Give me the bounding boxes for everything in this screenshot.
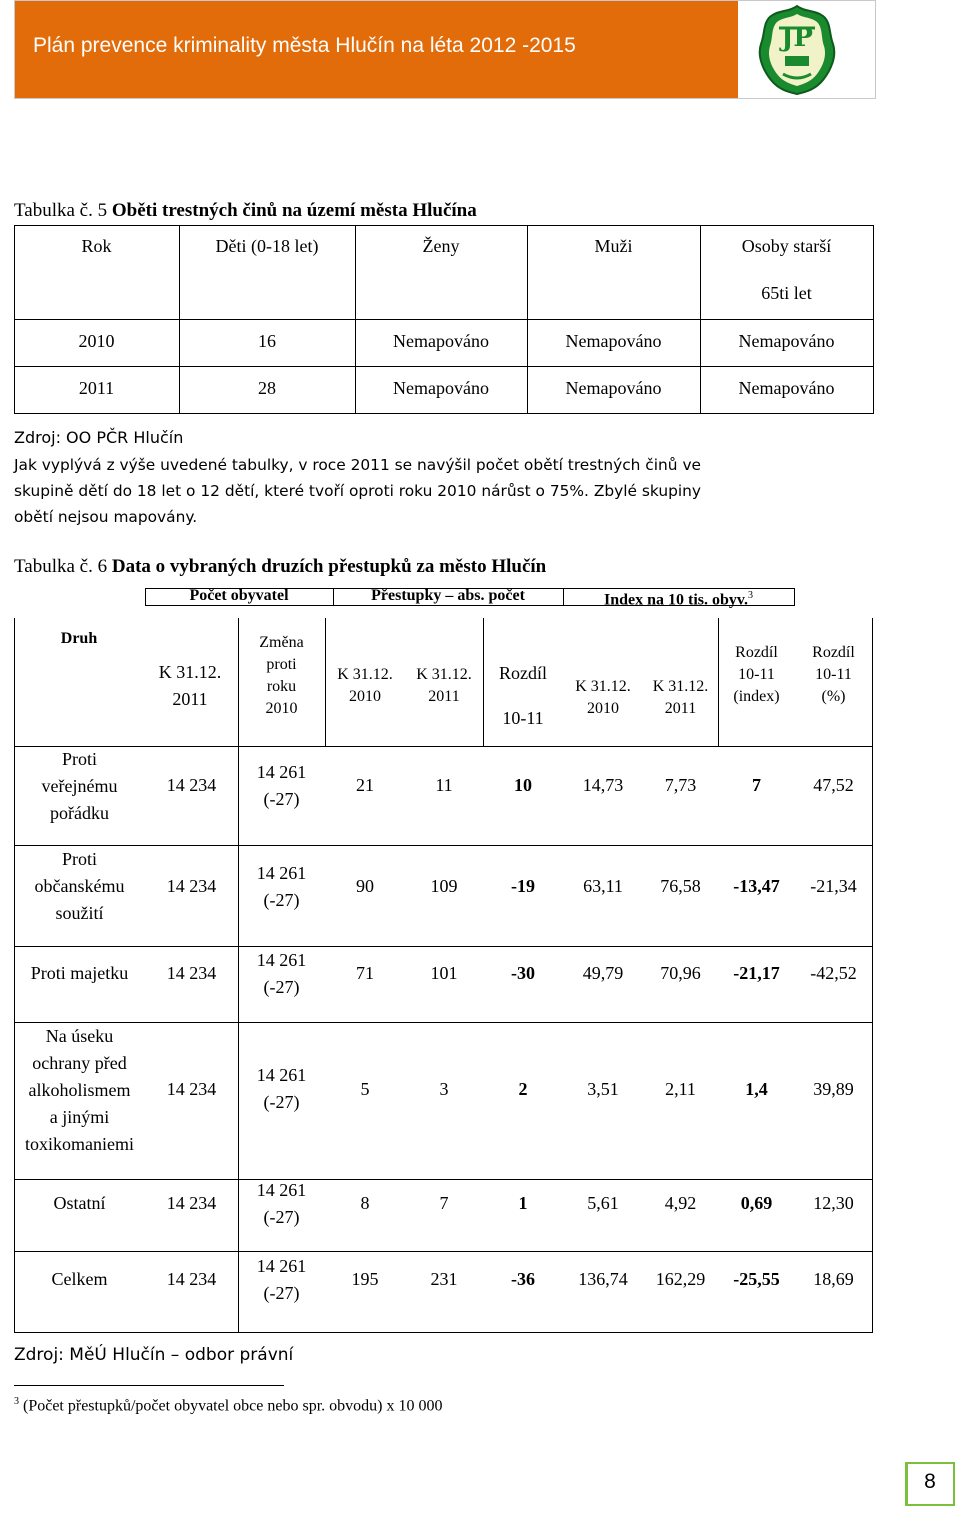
table-cell: 14 234 [166,876,217,896]
table-cell: 39,89 [813,1079,854,1099]
table-cell: 14,73 [582,775,624,795]
table5-header-seniors: Osoby starší [741,236,832,256]
col-header-druh: Druh [60,630,98,647]
table-cell: -21,17 [733,963,780,983]
table-cell: Nemapováno [738,331,835,351]
table-cell: -42,52 [810,963,857,983]
table-cell: 16 [258,331,276,351]
table-cell: 14 261 (-27) [256,1065,307,1112]
paragraph [14,452,874,530]
victims-table [14,225,874,414]
row-label: Na úseku ochrany před alkoholismem a jinými toxikomaniemi [25,1026,134,1154]
table-cell: 7 [752,775,761,795]
table-cell: 63,11 [583,876,623,896]
table-cell: 2,11 [665,1079,696,1099]
row-label: Proti občanskému soužití [34,849,125,923]
group-header-population: Počet obyvatel [189,587,289,604]
table5-caption [14,200,477,222]
col-header-idx2010: K 31.12. 2010 [575,678,631,717]
table5-header-deti: Děti (0-18 let) [215,236,319,256]
group-header-index: Index na 10 tis. obyv.$^3$ [603,590,754,609]
table-cell: 14 234 [166,963,217,983]
table-cell: -19 [511,876,535,896]
table-cell: 2 [518,1079,528,1099]
table-cell: -21,34 [810,876,857,896]
table-cell: 12,30 [813,1193,854,1213]
table-cell: 70,96 [660,963,701,983]
table-cell: 14 234 [166,775,217,795]
table-cell: 5 [360,1079,370,1099]
table-cell: 162,29 [655,1269,706,1289]
table-cell: 3,51 [587,1079,619,1099]
table6-caption-title: Data o vybraných druzích přestupků za město Hlučín [111,556,547,577]
table-cell: 4,92 [664,1193,697,1213]
table5-header-rok: Rok [81,236,112,256]
table-cell: 11 [435,775,453,795]
table-cell: 47,52 [813,775,854,795]
document-title: Plán prevence kriminality města Hlučín na léta 2012 -2015 [33,34,576,57]
col-header-rozdil: Rozdíl 10-11 [499,663,547,728]
table-cell: 14 261 (-27) [256,762,307,809]
table-cell: 2010 [78,331,115,351]
table-cell: 0,69 [740,1193,773,1213]
table-cell: 2011 [78,378,115,398]
row-label: Celkem [51,1269,108,1289]
paragraph-line: skupině dětí do 18 let o 12 dětí, které tvoří oproti roku 2010 nárůst o 75%. Zbylé skupiny [14,482,702,500]
svg-text:JP: JP [781,23,813,53]
table-cell: Nemapováno [393,331,489,351]
row-label: Ostatní [53,1193,106,1213]
group-header-offenses: Přestupky – abs. počet [371,587,525,604]
table-cell: -36 [511,1269,535,1289]
footnote-mark: 3 [14,1396,19,1407]
table5-caption-title: Oběti trestných činů na území města Hlučína [111,200,477,221]
table-cell: 28 [258,378,276,398]
table5-header-muzi: Muži [594,236,633,256]
footnote [14,1396,442,1415]
table-cell: 8 [360,1193,370,1213]
table6-caption [14,556,546,578]
table-cell: 3 [439,1079,449,1099]
offenses-table [14,588,874,1333]
col-header-idx2011: K 31.12. 2011 [652,678,709,717]
col-header-rozdil-pct: Rozdíl 10-11 (%) [812,644,855,705]
paragraph-line: obětí nejsou mapovány. [14,508,198,526]
footnote-text: (Počet přestupků/počet obyvatel obce nebo spr. obvodu) x 10 000 [23,1397,443,1415]
col-header-abs2010: K 31.12. 2010 [337,666,393,705]
table-cell: 136,74 [578,1269,628,1289]
table-cell: 14 234 [166,1193,217,1213]
table-cell: 1,4 [745,1079,768,1099]
table-cell: 101 [430,963,458,983]
paragraph-line: Jak vyplývá z výše uvedené tabulky, v roce 2011 se navýšil počet obětí trestných činů ve [14,456,702,474]
col-header-abs2011: K 31.12. 2011 [416,666,472,705]
row-label: Proti veřejnému pořádku [41,749,118,823]
table-cell: 109 [430,876,458,896]
table-cell: Nemapováno [565,331,662,351]
table6-caption-prefix: Tabulka č. 6 [14,556,112,577]
table-cell: -13,47 [733,876,780,896]
table-cell: 7,73 [664,775,697,795]
table5-caption-prefix: Tabulka č. 5 [14,200,112,221]
table-cell: Nemapováno [565,378,662,398]
table6-source: Zdroj: MěÚ Hlučín – odbor právní [14,1345,294,1365]
col-header-zmena: Změna proti roku 2010 [259,634,304,717]
table-cell: Nemapováno [393,378,489,398]
col-header-rozdil-index: Rozdíl 10-11 (index) [733,644,780,705]
table-cell: 1 [518,1193,528,1213]
col-header-k2011: K 31.12. 2011 [158,662,222,709]
page-number: 8 [924,1470,936,1493]
table-cell: 90 [356,876,374,896]
row-label: Proti majetku [30,963,129,983]
table5-header-seniors-2: 65ti let [761,283,812,303]
footnote-ref: 3 [748,590,754,601]
table-cell: 5,61 [587,1193,619,1213]
footnote-divider [14,1385,284,1386]
table-cell: 21 [356,775,374,795]
table-cell: 195 [351,1269,379,1289]
city-coat-of-arms-logo [757,4,837,96]
table5-header-zeny: Ženy [422,236,460,256]
table-cell: 14 261 (-27) [256,1180,307,1227]
table-cell: 7 [439,1193,449,1213]
table-cell: 14 261 (-27) [256,950,307,997]
table-cell: 49,79 [582,963,624,983]
table-cell: 14 234 [166,1269,217,1289]
table-cell: Nemapováno [738,378,835,398]
table-cell: -25,55 [733,1269,780,1289]
table-cell: -30 [511,963,535,983]
table5-source: Zdroj: OO PČR Hlučín [14,428,184,447]
table-cell: 14 261 (-27) [256,863,307,910]
table-cell: 10 [514,775,532,795]
table-cell: 76,58 [660,876,701,896]
table-cell: 14 261 (-27) [256,1256,307,1303]
table-cell: 14 234 [166,1079,217,1099]
table-cell: 231 [430,1269,458,1289]
table-cell: 18,69 [813,1269,854,1289]
table-cell: 71 [356,963,374,983]
